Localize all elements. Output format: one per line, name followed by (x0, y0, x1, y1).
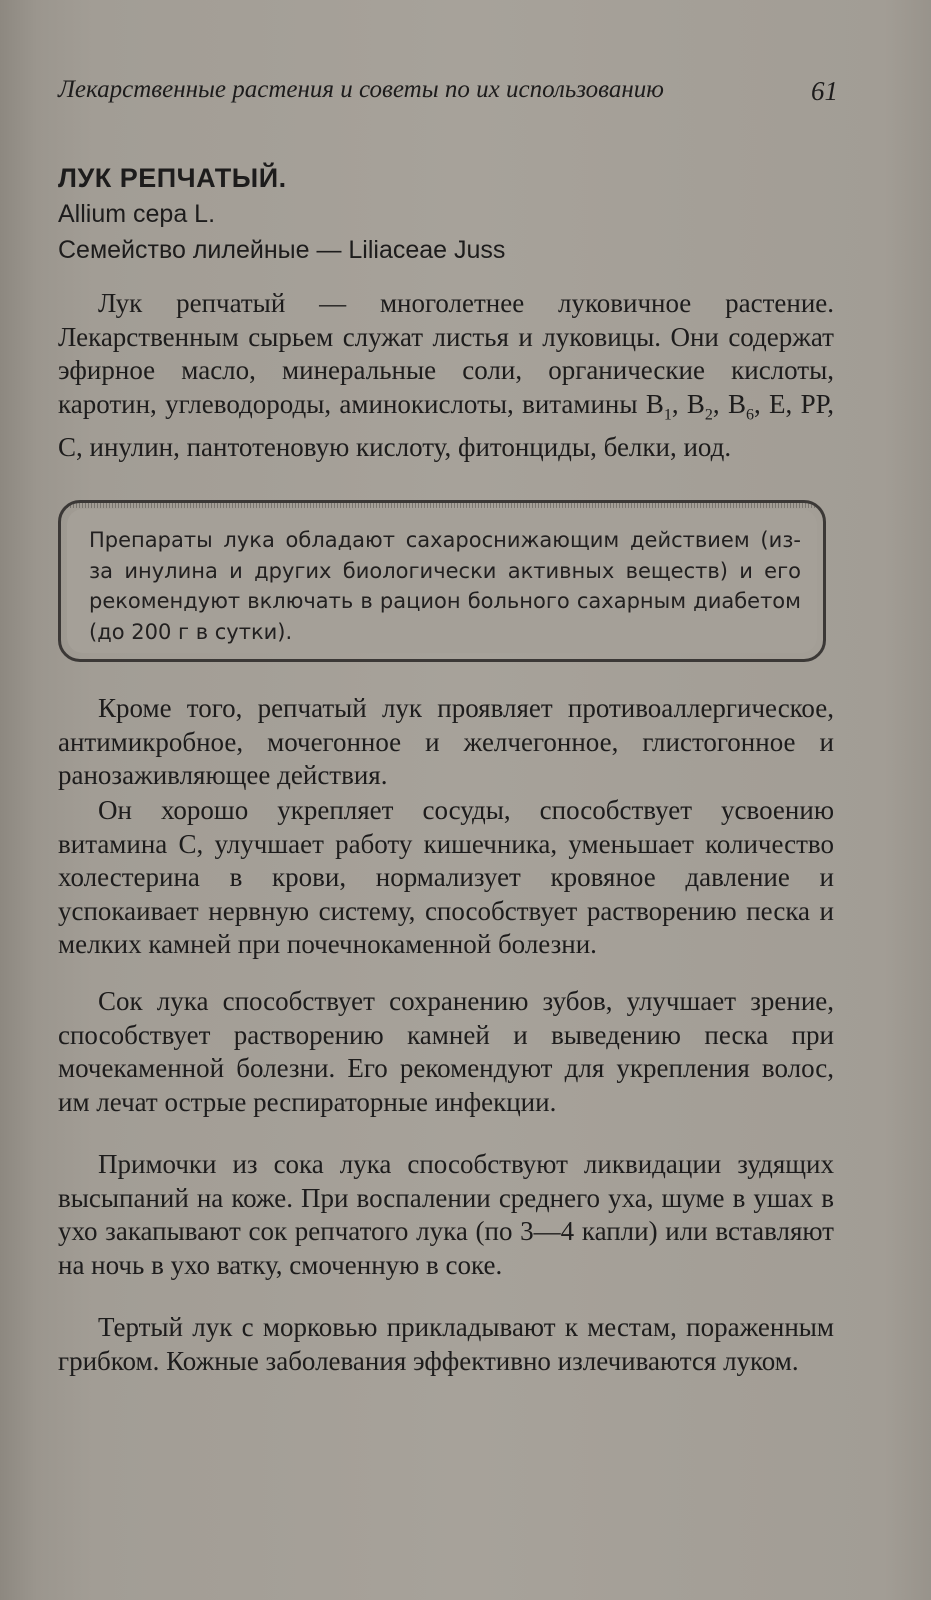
note-box (58, 500, 826, 662)
intro-paragraph: Лук репчатый — многолетнее луковичное растение. Лекарственным сырьем служат листья и луковицы. Они содержат эфирное масло, минеральные соли, органические кислоты, каротин, углеводороды, аминокислоты, витамины $B_1$, $B_2$, $B_6$, Е, РР, С, инулин, пантотеновую кислоту, фитонциды, белки, иод. (58, 288, 834, 463)
note-text: Препараты лука обладают сахароснижающим действием (из-за инулина и других биологически активных веществ) и его рекомендуют включать в рацион больного сахарным диабетом (до 200 г в сутки). (89, 528, 801, 644)
body-paragraph: Он хорошо укрепляет сосуды, способствует усвоению витамина С, улучшает работу кишечника, уменьшает количество холестерина в крови, нормализует кровяное давление и успокаивает нервную систему, способствует растворению песка и мелких камней при почечнокаменной болезни. (58, 795, 834, 959)
plant-latin-name: Allium cepa L. (58, 200, 216, 228)
plant-title: ЛУК РЕПЧАТЫЙ. (58, 163, 287, 193)
plant-family: Семейство лилейные — Liliaceae Juss (58, 236, 506, 264)
plant-heading (58, 160, 505, 268)
page-number: 61 (811, 76, 838, 106)
body-paragraph: Тертый лук с морковью прикладывают к местам, пораженным грибком. Кожные заболевания эффективно излечиваются луком. (58, 1312, 834, 1376)
running-head-title: Лекарственные растения и советы по их использованию (58, 76, 664, 103)
body-paragraph: Сок лука способствует сохранению зубов, улучшает зрение, способствует растворению камней и выведению песка при мочекаменной болезни. Его рекомендуют для укрепления волос, им лечат острые респираторные инфекции. (58, 986, 834, 1117)
running-head (58, 76, 838, 112)
body-paragraph: Кроме того, репчатый лук проявляет противоаллергическое, антимикробное, мочегонное и желчегонное, глистогонное и ранозаживляющее действия. (58, 693, 834, 790)
body-paragraph: Примочки из сока лука способствуют ликвидации зудящих высыпаний на коже. При воспалении среднего уха, шуме в ушах в ухо закапывают сок репчатого лука (по 3—4 капли) или вставляют на ночь в ухо ватку, смоченную в соке. (58, 1149, 834, 1280)
